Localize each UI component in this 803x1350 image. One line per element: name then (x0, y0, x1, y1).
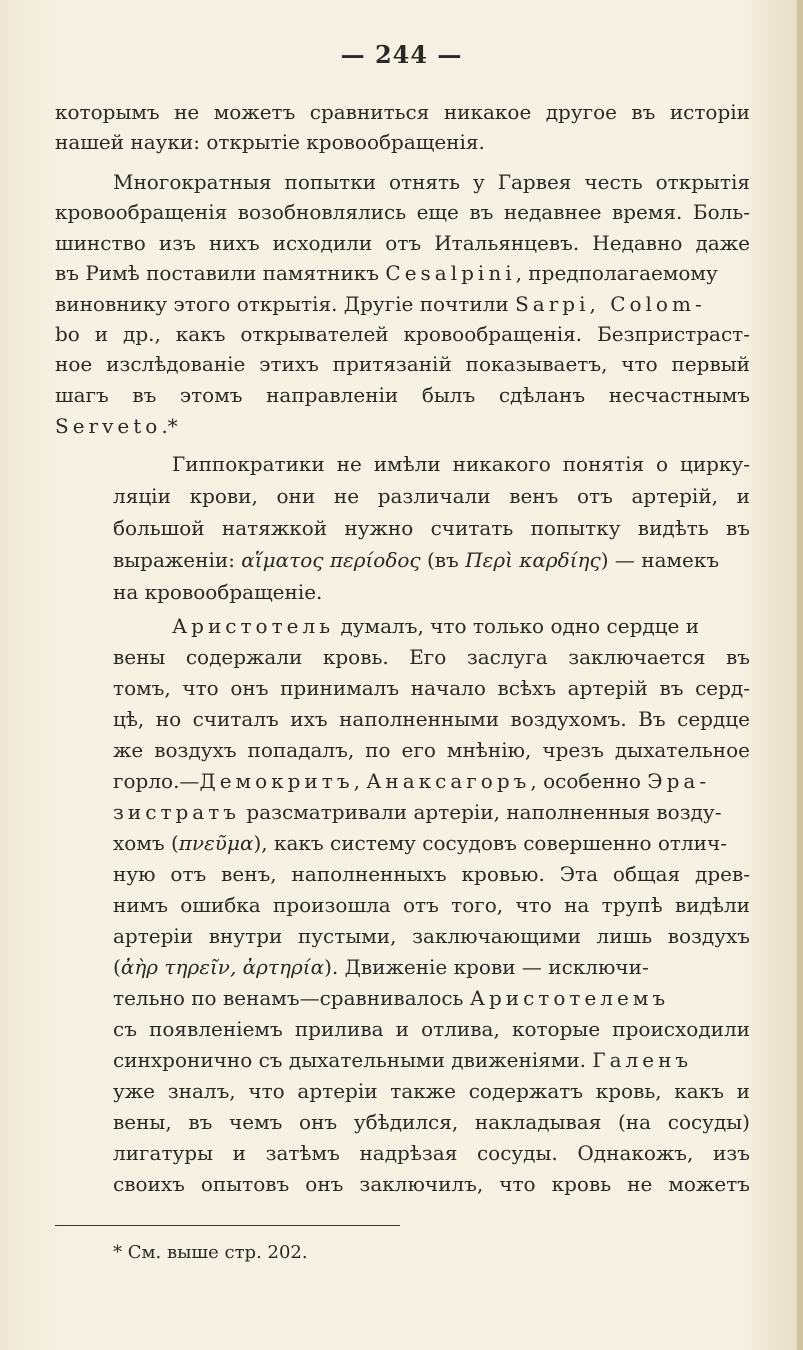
text-fragment: въ Римѣ поставили памятникъ (55, 261, 380, 285)
footnote: * См. выше стр. 202. (113, 1242, 308, 1263)
footnote-marker: .* (161, 414, 178, 438)
text-line: нашей науки: открытіе кровообращенія. (55, 130, 485, 154)
spaced-name: Галенъ (592, 1048, 693, 1072)
spaced-name: Анаксагоръ (366, 769, 531, 793)
text-line (172, 612, 750, 640)
text-line: своихъ опытовъ онъ заключилъ, что кровь не можетъ (113, 1172, 750, 1196)
text-line: томъ, что онъ принималъ начало всѣхъ артерій въ серд- (113, 676, 750, 700)
text-line: на кровообращеніе. (113, 580, 323, 604)
text-line (113, 829, 750, 857)
page-number: — 244 — (340, 40, 463, 69)
spaced-name: Sarpi, Colom- (515, 292, 706, 316)
text-line: Многократныя попытки отнять у Гарвея честь открытія (113, 170, 750, 194)
page-edge (797, 0, 803, 1350)
text-fragment: виновнику этого открытія. Другіе почтили (55, 292, 509, 316)
text-line: ляціи крови, они не различали венъ отъ артерій, и (113, 484, 750, 508)
text-line: bo и др., какъ открывателей кровообращенія. Безпристраст- (55, 322, 750, 346)
spaced-name: Cesalpini (385, 261, 516, 285)
text-fragment: думалъ, что только одно сердце и (340, 614, 700, 638)
spaced-name: Демокритъ (199, 769, 354, 793)
text-line (55, 259, 750, 287)
text-fragment: горло.— (113, 769, 200, 793)
text-line (113, 798, 750, 826)
greek-phrase: πνεῦμα (178, 831, 254, 855)
text-fragment: ), какъ систему сосудовъ совершенно отлич- (253, 831, 727, 855)
text-line: которымъ не можетъ сравниться никакое другое въ исторіи (55, 100, 750, 124)
text-fragment: ). Движеніе крови — исключи- (324, 955, 649, 979)
text-fragment: тельно по венамъ—сравнивалось (113, 986, 464, 1010)
text-line: лигатуры и затѣмъ надрѣзая сосуды. Однакожъ, изъ (113, 1141, 750, 1165)
text-fragment: разсматривали артеріи, наполненныя возду- (246, 800, 722, 824)
text-fragment: , (353, 769, 360, 793)
text-fragment: синхронично съ дыхательными движеніями. (113, 1048, 587, 1072)
text-line: цѣ, но считалъ ихъ наполненными воздухомъ. Въ сердце (113, 707, 750, 731)
spaced-name: Аристотель (172, 614, 335, 638)
spaced-name: Аристотелемъ (469, 986, 670, 1010)
text-line: же воздухъ попадалъ, по его мнѣнію, чрезъ дыхательное (113, 738, 750, 762)
text-line: съ появленіемъ прилива и отлива, которые происходили (113, 1017, 750, 1041)
text-line: вены содержали кровь. Его заслуга заключается въ (113, 645, 750, 669)
text-fragment: выраженіи: (113, 548, 235, 572)
text-line: шагъ въ этомъ направленіи былъ сдѣланъ несчастнымъ (55, 383, 750, 407)
text-line: нимъ ошибка произошла отъ того, что на трупѣ видѣли (113, 893, 750, 917)
text-fragment: , предполагаемому (515, 261, 718, 285)
footnote-rule (55, 1225, 400, 1226)
text-line: уже зналъ, что артеріи также содержатъ кровь, какъ и (113, 1079, 750, 1103)
spaced-name: зистратъ (113, 800, 241, 824)
text-line (113, 767, 750, 795)
text-fragment: ) — намекъ (600, 548, 720, 572)
text-line (55, 412, 178, 440)
text-line (113, 984, 750, 1012)
greek-phrase: αἵματος περίοδος (241, 548, 421, 572)
text-line: ную отъ венъ, наполненныхъ кровью. Эта общая древ- (113, 862, 750, 886)
text-fragment: ( (113, 955, 121, 979)
text-line: ное изслѣдованіе этихъ притязаній показываетъ, что первый (55, 352, 750, 376)
text-fragment: хомъ ( (113, 831, 179, 855)
greek-phrase: ἀὴρ τηρεῖν, ἀρτηρία (120, 955, 325, 979)
text-line: вены, въ чемъ онъ убѣдился, накладывая (на сосуды) (113, 1110, 750, 1134)
greek-phrase: Περὶ καρδίης (465, 548, 601, 572)
text-line (55, 290, 750, 318)
spaced-name: Serveto (55, 414, 162, 438)
text-line: Гиппократики не имѣли никакого понятія о цирку- (172, 452, 750, 476)
text-line (113, 1046, 750, 1074)
text-line (113, 546, 750, 574)
text-line: шинство изъ нихъ исходили отъ Итальянцевъ. Недавно даже (55, 231, 750, 255)
spaced-name: Эра- (647, 769, 711, 793)
text-fragment: (въ (426, 548, 459, 572)
text-line (113, 953, 750, 981)
text-line: большой натяжкой нужно считать попытку видѣть въ (113, 516, 750, 540)
text-line: артеріи внутри пустыми, заключающими лишь воздухъ (113, 924, 750, 948)
text-fragment: , особенно (530, 769, 641, 793)
text-line: кровообращенія возобновлялись еще въ недавнее время. Боль- (55, 200, 750, 224)
